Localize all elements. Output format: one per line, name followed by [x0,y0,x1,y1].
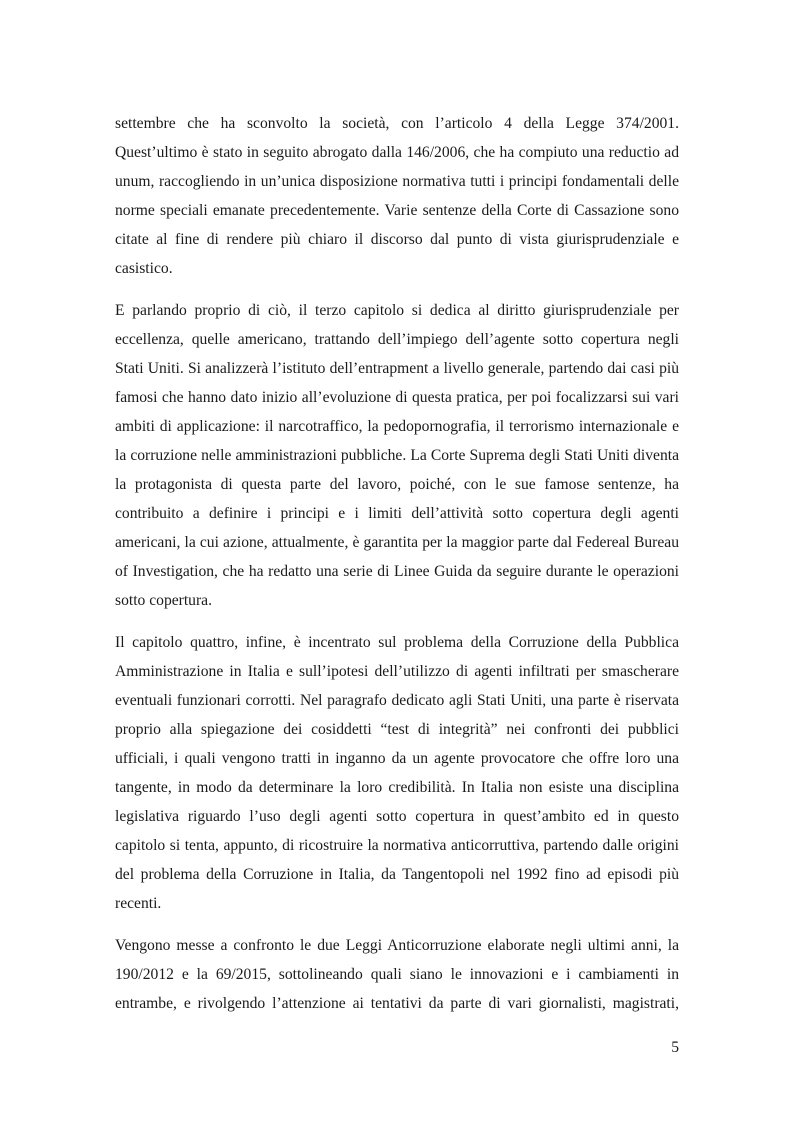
page-number: 5 [671,1039,679,1056]
paragraph-4: Vengono messe a confronto le due Leggi Anticorruzione elaborate negli ultimi anni, la 190/2012 e la 69/2015, sottolineando quali siano le innovazioni e i cambiamenti in entrambe, e rivolgendo l’attenzione ai tentativi da parte di vari giornalisti, magistrati, [115,937,679,1013]
paragraph-2: E parlando proprio di ciò, il terzo capitolo si dedica al diritto giurisprudenziale per eccellenza, quelle americano, trattando dell’impiego dell’agente sotto copertura negli Stati Uniti. Si analizzerà l’istituto dell’entrapment a livello generale, partendo dai casi più famosi che hanno dato inizio all’evoluzione di questa pratica, per poi focalizzarsi sui vari ambiti di applicazione: il narcotraffico, la pedopornografia, il terrorismo internazionale e la corruzione nelle amministrazioni pubbliche. La Corte Suprema degli Stati Uniti diventa la protagonista di questa parte del lavoro, poiché, con le sue famose sentenze, ha contribuito a definire i principi e i limiti dell’attività sotto copertura degli agenti americani, la cui azione, attualmente, è garantita per la maggior parte dal Federeal Bureau of Investigation, che ha redatto una serie di Linee Guida da seguire durante le operazioni sotto copertura. [115,302,679,609]
paragraph-1: settembre che ha sconvolto la società, con l’articolo 4 della Legge 374/2001. Quest’ultimo è stato in seguito abrogato dalla 146/2006, che ha compiuto una reductio ad unum, raccogliendo in un’unica disposizione normativa tutti i principi fondamentali delle norme speciali emanate precedentemente. Varie sentenze della Corte di Cassazione sono citate al fine di rendere più chiaro il discorso dal punto di vista giurisprudenziale e casistico. [115,115,679,277]
paragraph-3: Il capitolo quattro, infine, è incentrato sul problema della Corruzione della Pubblica Amministrazione in Italia e sull’ipotesi dell’utilizzo di agenti infiltrati per smascherare eventuali funzionari corrotti. Nel paragrafo dedicato agli Stati Uniti, una parte è riservata proprio alla spiegazione dei cosiddetti “test di integrità” nei confronti dei pubblici ufficiali, i quali vengono tratti in inganno da un agente provocatore che offre loro una tangente, in modo da determinare la loro credibilità. In Italia non esiste una disciplina legislativa riguardo l’uso degli agenti sotto copertura in quest’ambito ed in questo capitolo si tenta, appunto, di ricostruire la normativa anticorruttiva, partendo dalle origini del problema della Corruzione in Italia, da Tangentopoli nel 1992 fino ad episodi più recenti. [115,634,679,912]
body-text [115,110,679,1033]
